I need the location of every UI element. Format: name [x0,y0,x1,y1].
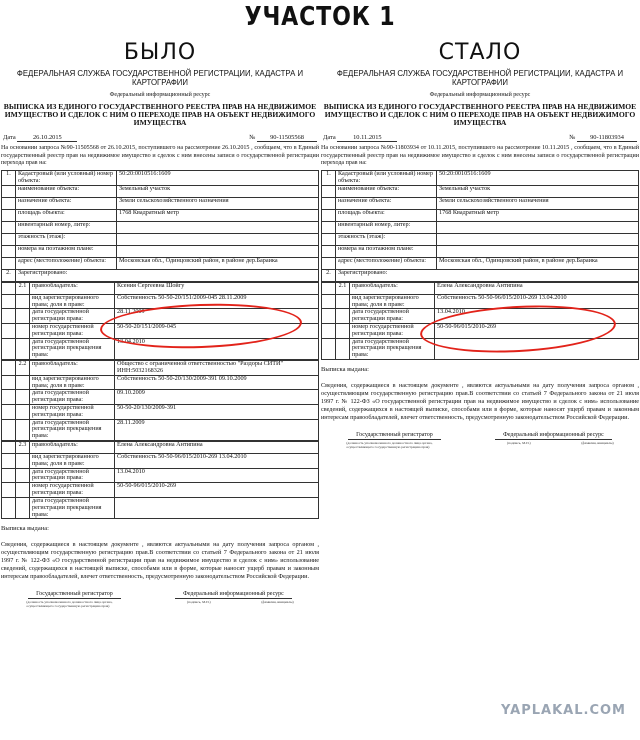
object-table: 1. Кадастровый (или условный) номер объекта: 50:20:0010516:1609 наименование объекта: Земельный участок назначение объекта: Земли сельскохозяйственного назначения площадь объекта: 1768 Квадратный метр инвентарный номер, литер: этажность (этаж): номера на поэтажном плане: адрес (местоположение) объекта: Московская обл., Одинцовский район, в районе дер.Бараика 2. Зарегистрировано: [321,170,639,282]
holder-end-date: 28.11.2009 [115,419,319,440]
document-title: ВЫПИСКА ИЗ ЕДИНОГО ГОСУДАРСТВЕННОГО РЕЕСТРА ПРАВ НА НЕДВИЖИМОЕ ИМУЩЕСТВО И СДЕЛОК С НИМ О ПЕРЕХОДЕ ПРАВ НА ОБЪЕКТ НЕДВИЖИМОГО ИМУЩЕСТВА [323,101,637,128]
resource-label: Федеральный информационный ресурс [109,91,211,98]
holder-holder: Общество с ограниченной ответственностью "Раздоры СИТИ" ИНН:5032168326 [115,361,319,376]
right-document [321,70,639,449]
document-number: 90-11803934 [577,134,637,142]
holder-table: 2.1 правообладатель: Ксения Сергеевна Шойгу вид зарегистрированного права; доля в праве: Собственность 50-50-20/151/2009-045 28.11.2009 дата государственной регистрации права: 28.11.2009 номер государственной регистрации права: 50-50-20/151/2009-045 дата государственной регистрации прекращения права: 13.04.2010 [1,282,319,360]
holder-holder: Елена Александровна Антипина [115,442,319,454]
holder-reg-no: 50-50-96/015/2010-269 [115,483,319,498]
right-heading: СТАЛО [438,40,522,65]
holder-right: Собственность 50-50-20/130/2009-391 09.10.2009 [115,375,319,390]
resource-label: Федеральный информационный ресурс [429,91,531,98]
disclaimer-text: Сведения, содержащиеся в настоящем документе , являются актуальными на дату получения запроса органом , осуществляющим государственную регистрацию прав.В соответствии со статьей 7 Федерального закона от 21 июля 1997 г. № 122-ФЗ «О государственной регистрации прав на недвижимое имущество и сделок с ним» использование сведений, содержащихся в настоящей выписке, способами или в форме, которые наносят ущерб правам и законным интересам правообладателей, влечет ответственность, предусмотренную законодательством Российской Федерации. [321,381,639,421]
holder-right: Собственность 50-50-20/151/2009-045 28.11.2009 [115,294,319,309]
holder-reg-no: 50-50-20/130/2009-391 [115,404,319,419]
holder-right: Собственность 50-50-96/015/2010-269 13.04.2010 [435,294,639,309]
holder-table: 2.3 правообладатель: Елена Александровна Антипина вид зарегистрированного права; доля в праве: Собственность 50-50-96/015/2010-269 13.04.2010 дата государственной регистрации права: 13.04.2010 номер государственной регистрации права: 50-50-96/015/2010-269 дата государственной регистрации прекращения права: [1,441,319,519]
holder-reg-date: 09.10.2009 [115,390,319,405]
basis-text: На основании запроса №90-11505568 от 26.10.2015, поступившего на рассмотрение 26.10.2015 , сообщаем, что в Единый государственный реестр прав на недвижимое имущество и сделок с ним внесены записи о государственной регистрации перехода прав на: [1,145,319,166]
holder-end-date [115,497,319,518]
holder-reg-date: 13.04.2010 [435,309,639,324]
holder-table: 2.2 правообладатель: Общество с ограниченной ответственностью "Раздоры СИТИ" ИНН:5032168326 вид зарегистрированного права; доля в праве: Собственность 50-50-20/130/2009-391 09.10.2009 дата государственной регистрации права: 09.10.2009 номер государственной регистрации права: 50-50-20/130/2009-391 дата государственной регистрации прекращения права: 28.11.2009 [1,360,319,441]
holder-right: Собственность 50-50-96/015/2010-269 13.04.2010 [115,454,319,469]
holder-reg-date: 28.11.2009 [115,309,319,324]
document-meta: Дата 26.10.2015 № 90-11505568 [1,134,319,142]
agency-name: ФЕДЕРАЛЬНАЯ СЛУЖБА ГОСУДАРСТВЕННОЙ РЕГИСТРАЦИИ, КАДАСТРА И КАРТОГРАФИИ [336,69,624,87]
watermark: YAPLAKAL.COM [501,703,626,718]
signature-notes: (должность уполномоченного должностного лица органа, осуществляющего государственную регистрацию прав) (подпись, М.П.) (фамилия, инициалы) [26,599,294,608]
agency-name: ФЕДЕРАЛЬНАЯ СЛУЖБА ГОСУДАРСТВЕННОЙ РЕГИСТРАЦИИ, КАДАСТРА И КАРТОГРАФИИ [16,69,304,87]
issued-label: Выписка выдана: [321,366,369,374]
object-table: 1. Кадастровый (или условный) номер объекта: 50:20:0010516:1609 наименование объекта: Земельный участок назначение объекта: Земли сельскохозяйственного назначения площадь объекта: 1768 Квадратный метр инвентарный номер, литер: этажность (этаж): номера на поэтажном плане: адрес (местоположение) объекта: Московская обл., Одинцовский район, в районе дер.Бараика 2. Зарегистрировано: [1,170,319,282]
left-heading: БЫЛО [123,40,197,65]
document-title: ВЫПИСКА ИЗ ЕДИНОГО ГОСУДАРСТВЕННОГО РЕЕСТРА ПРАВ НА НЕДВИЖИМОЕ ИМУЩЕСТВО И СДЕЛОК С НИМ О ПЕРЕХОДЕ ПРАВ НА ОБЪЕКТ НЕДВИЖИМОГО ИМУЩЕСТВА [3,101,317,128]
holder-reg-no: 50-50-20/151/2009-045 [115,324,319,339]
holder-reg-date: 13.04.2010 [115,468,319,483]
signature-block: Государственный регистратор Федеральный информационный ресурс [321,432,639,440]
holders-list [321,282,639,360]
document-date: 10.11.2015 [337,134,397,142]
holder-table: 2.1 правообладатель: Елена Александровна Антипина вид зарегистрированного права; доля в праве: Собственность 50-50-96/015/2010-269 13.04.2010 дата государственной регистрации права: 13.04.2010 номер государственной регистрации права: 50-50-96/015/2010-269 дата государственной регистрации прекращения права: [321,282,639,360]
issued-label: Выписка выдана: [1,525,49,533]
document-date: 26.10.2015 [17,134,77,142]
signature-notes: (должность уполномоченного должностного лица органа, осуществляющего государственную регистрацию прав) (подпись, М.П.) (фамилия, инициалы) [346,440,614,449]
disclaimer-text: Сведения, содержащиеся в настоящем документе , являются актуальными на дату получения запроса органом , осуществляющим государственную регистрацию прав.В соответствии со статьей 7 Федерального закона от 21 июля 1997 г. № 122-ФЗ «О государственной регистрации прав на недвижимое имущество и сделок с ним» использование сведений, содержащихся в настоящей выписке, способами или в форме, которые наносят ущерб правам и законным интересам правообладателей, влечет ответственность, предусмотренную законодательством Российской Федерации. [1,540,319,581]
document-number: 90-11505568 [257,134,317,142]
document-meta: Дата 10.11.2015 № 90-11803934 [321,134,639,142]
holder-holder: Елена Александровна Антипина [435,282,639,294]
holder-end-date: 13.04.2010 [115,338,319,359]
holder-holder: Ксения Сергеевна Шойгу [115,282,319,294]
holder-reg-no: 50-50-96/015/2010-269 [435,324,639,339]
holders-list [1,282,319,520]
page-title: УЧАСТОК 1 [244,2,396,32]
basis-text: На основании запроса №90-11803934 от 10.11.2015, поступившего на рассмотрение 10.11.2015 , сообщаем, что в Единый государственный реестр прав на недвижимое имущество и сделок с ним внесены записи о государственной регистрации перехода прав на: [321,145,639,166]
holder-end-date [435,338,639,359]
signature-block: Государственный регистратор Федеральный информационный ресурс [1,591,319,599]
left-document [1,70,319,608]
